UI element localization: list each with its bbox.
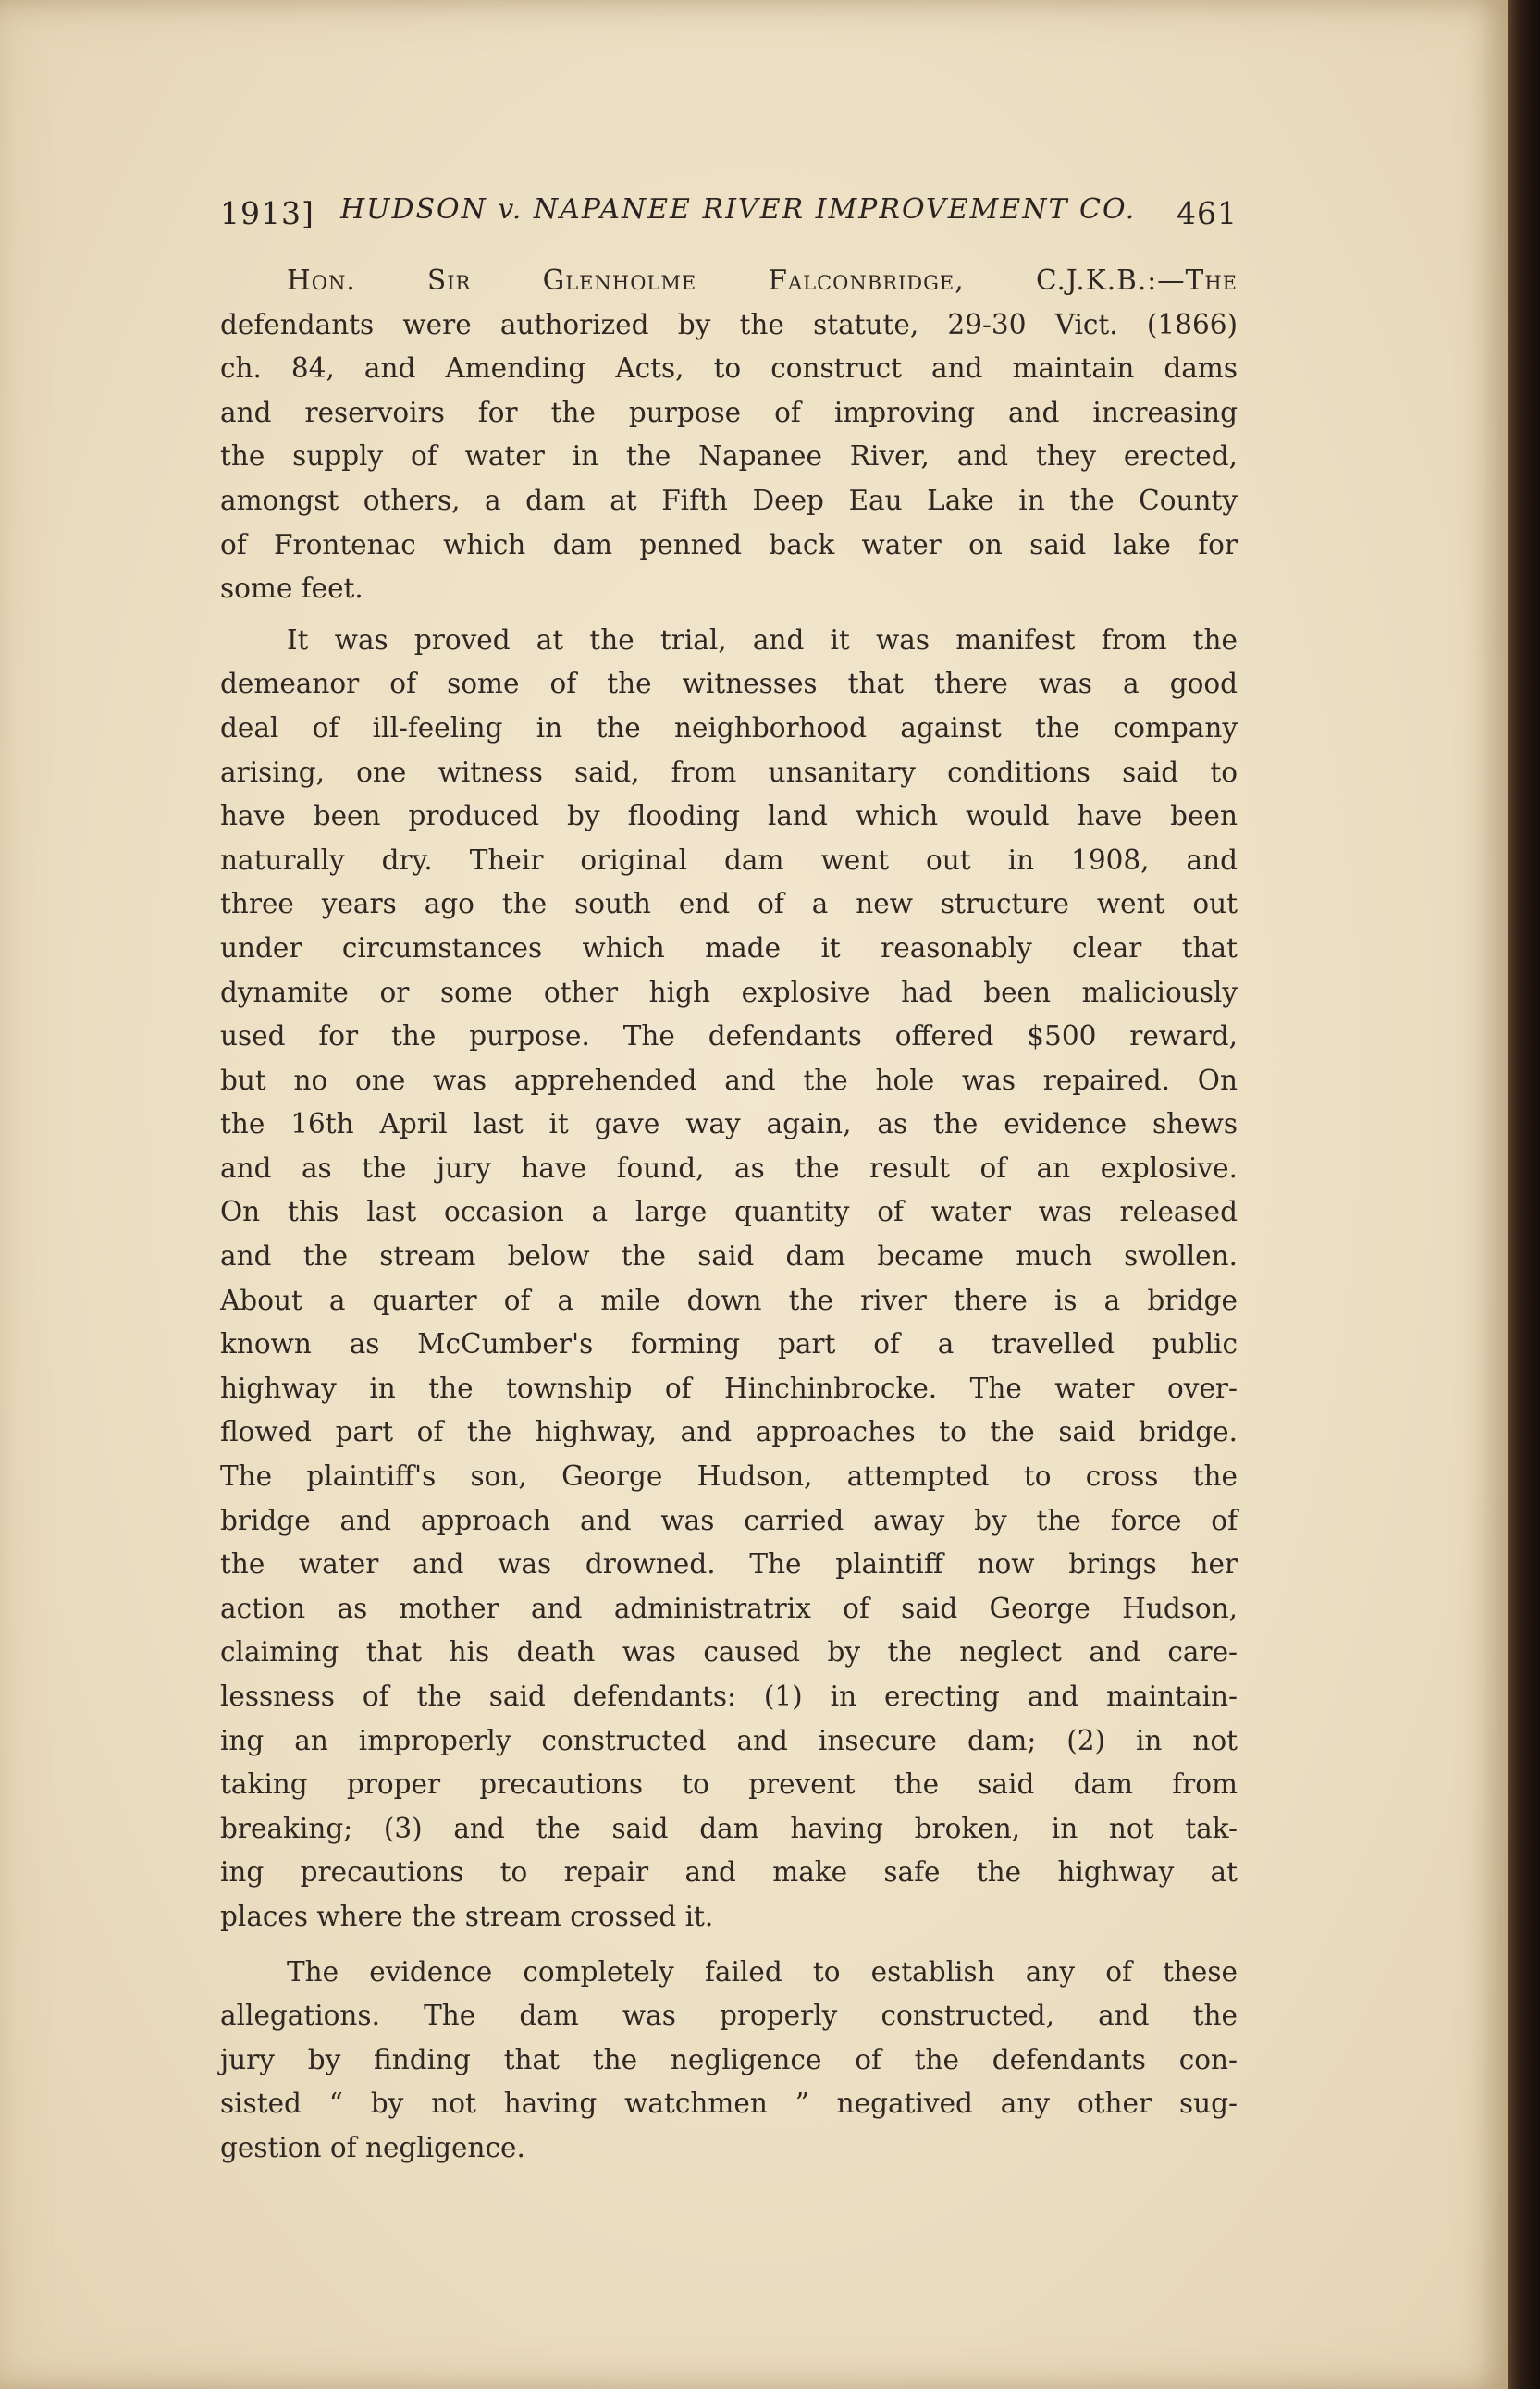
header-running-title: HUDSON v. NAPANEE RIVER IMPROVEMENT CO. bbox=[340, 193, 1137, 226]
text-line: the water and was drowned. The plaintiff now brings her bbox=[220, 1548, 1238, 1581]
text-line: flowed part of the highway, and approaches to the said bridge. bbox=[220, 1416, 1238, 1448]
text-line: lessness of the said defendants: (1) in erecting and maintain- bbox=[220, 1681, 1238, 1712]
text-line: The evidence completely failed to establish any of these bbox=[287, 1955, 1238, 1988]
text-line: arising, one witness said, from unsanitary conditions said to bbox=[220, 756, 1238, 788]
text-line: have been produced by flooding land which would have been bbox=[220, 800, 1238, 832]
text-line: ing an improperly constructed and insecure dam; (2) in not bbox=[220, 1724, 1238, 1756]
running-header bbox=[220, 190, 1238, 245]
text-line: action as mother and administratrix of said George Hudson, bbox=[220, 1592, 1238, 1624]
text-line: defendants were authorized by the statute, 29-30 Vict. (1866) bbox=[220, 308, 1238, 340]
body-text bbox=[220, 259, 1238, 2171]
text-line: dynamite or some other high explosive had been maliciously bbox=[220, 976, 1238, 1008]
text-line: About a quarter of a mile down the river there is a bridge bbox=[220, 1284, 1238, 1316]
text-line: some feet. bbox=[220, 573, 363, 605]
text-line: used for the purpose. The defendants offered $500 reward, bbox=[220, 1020, 1238, 1053]
text-line: taking proper precautions to prevent the said dam from bbox=[220, 1768, 1238, 1801]
text-line: places where the stream crossed it. bbox=[220, 1900, 714, 1932]
text-line: sisted “ by not having watchmen ” negatived any other sug- bbox=[220, 2087, 1238, 2120]
text-line: and the stream below the said dam became much swollen. bbox=[220, 1240, 1238, 1273]
text-line: It was proved at the trial, and it was manifest from the bbox=[287, 623, 1238, 656]
text-line: but no one was apprehended and the hole was repaired. On bbox=[220, 1064, 1238, 1096]
text-line: the 16th April last it gave way again, as the evidence shews bbox=[220, 1108, 1238, 1140]
text-line: allegations. The dam was properly constructed, and the bbox=[220, 2000, 1238, 2032]
text-line: of Frontenac which dam penned back water on said lake for bbox=[220, 528, 1238, 560]
text-line: and as the jury have found, as the result of an explosive. bbox=[220, 1151, 1238, 1184]
text-line: ch. 84, and Amending Acts, to construct and maintain dams bbox=[220, 352, 1238, 385]
text-line: under circumstances which made it reasonably clear that bbox=[220, 931, 1238, 964]
text-line: the supply of water in the Napanee River, and they erected, bbox=[220, 440, 1238, 473]
text-line: jury by finding that the negligence of the defendants con- bbox=[220, 2043, 1238, 2075]
text-line: amongst others, a dam at Fifth Deep Eau Lake in the County bbox=[220, 484, 1238, 516]
text-line: bridge and approach and was carried away by the force of bbox=[220, 1504, 1238, 1536]
text-line: Hon. Sir Glenholme Falconbridge, C.J.K.B.:—The bbox=[287, 265, 1238, 296]
text-line: gestion of negligence. bbox=[220, 2131, 525, 2163]
text-line: claiming that his death was caused by the neglect and care- bbox=[220, 1636, 1238, 1669]
text-line: ing precautions to repair and make safe the highway at bbox=[220, 1856, 1238, 1889]
text-line: deal of ill-feeling in the neighborhood against the company bbox=[220, 711, 1238, 744]
paragraph-2 bbox=[220, 619, 1238, 1940]
text-line: three years ago the south end of a new structure went out bbox=[220, 888, 1238, 920]
text-line: known as McCumber's forming part of a travelled public bbox=[220, 1328, 1238, 1361]
text-line: and reservoirs for the purpose of improving and increasing bbox=[220, 396, 1238, 428]
text-line: breaking; (3) and the said dam having broken, in not tak- bbox=[220, 1812, 1238, 1844]
paragraph-3 bbox=[220, 1951, 1238, 2171]
text-line: highway in the township of Hinchinbrocke. The water over- bbox=[220, 1372, 1238, 1404]
header-year: 1913] bbox=[220, 195, 314, 231]
text-line: demeanor of some of the witnesses that there was a good bbox=[220, 668, 1238, 700]
text-line: On this last occasion a large quantity of water was released bbox=[220, 1196, 1238, 1228]
page-number: 461 bbox=[1177, 195, 1238, 231]
book-spine-edge bbox=[1508, 0, 1540, 2389]
text-line: The plaintiff's son, George Hudson, attempted to cross the bbox=[220, 1460, 1238, 1493]
text-line: naturally dry. Their original dam went out in 1908, and bbox=[220, 844, 1238, 876]
paragraph-1 bbox=[220, 259, 1238, 611]
